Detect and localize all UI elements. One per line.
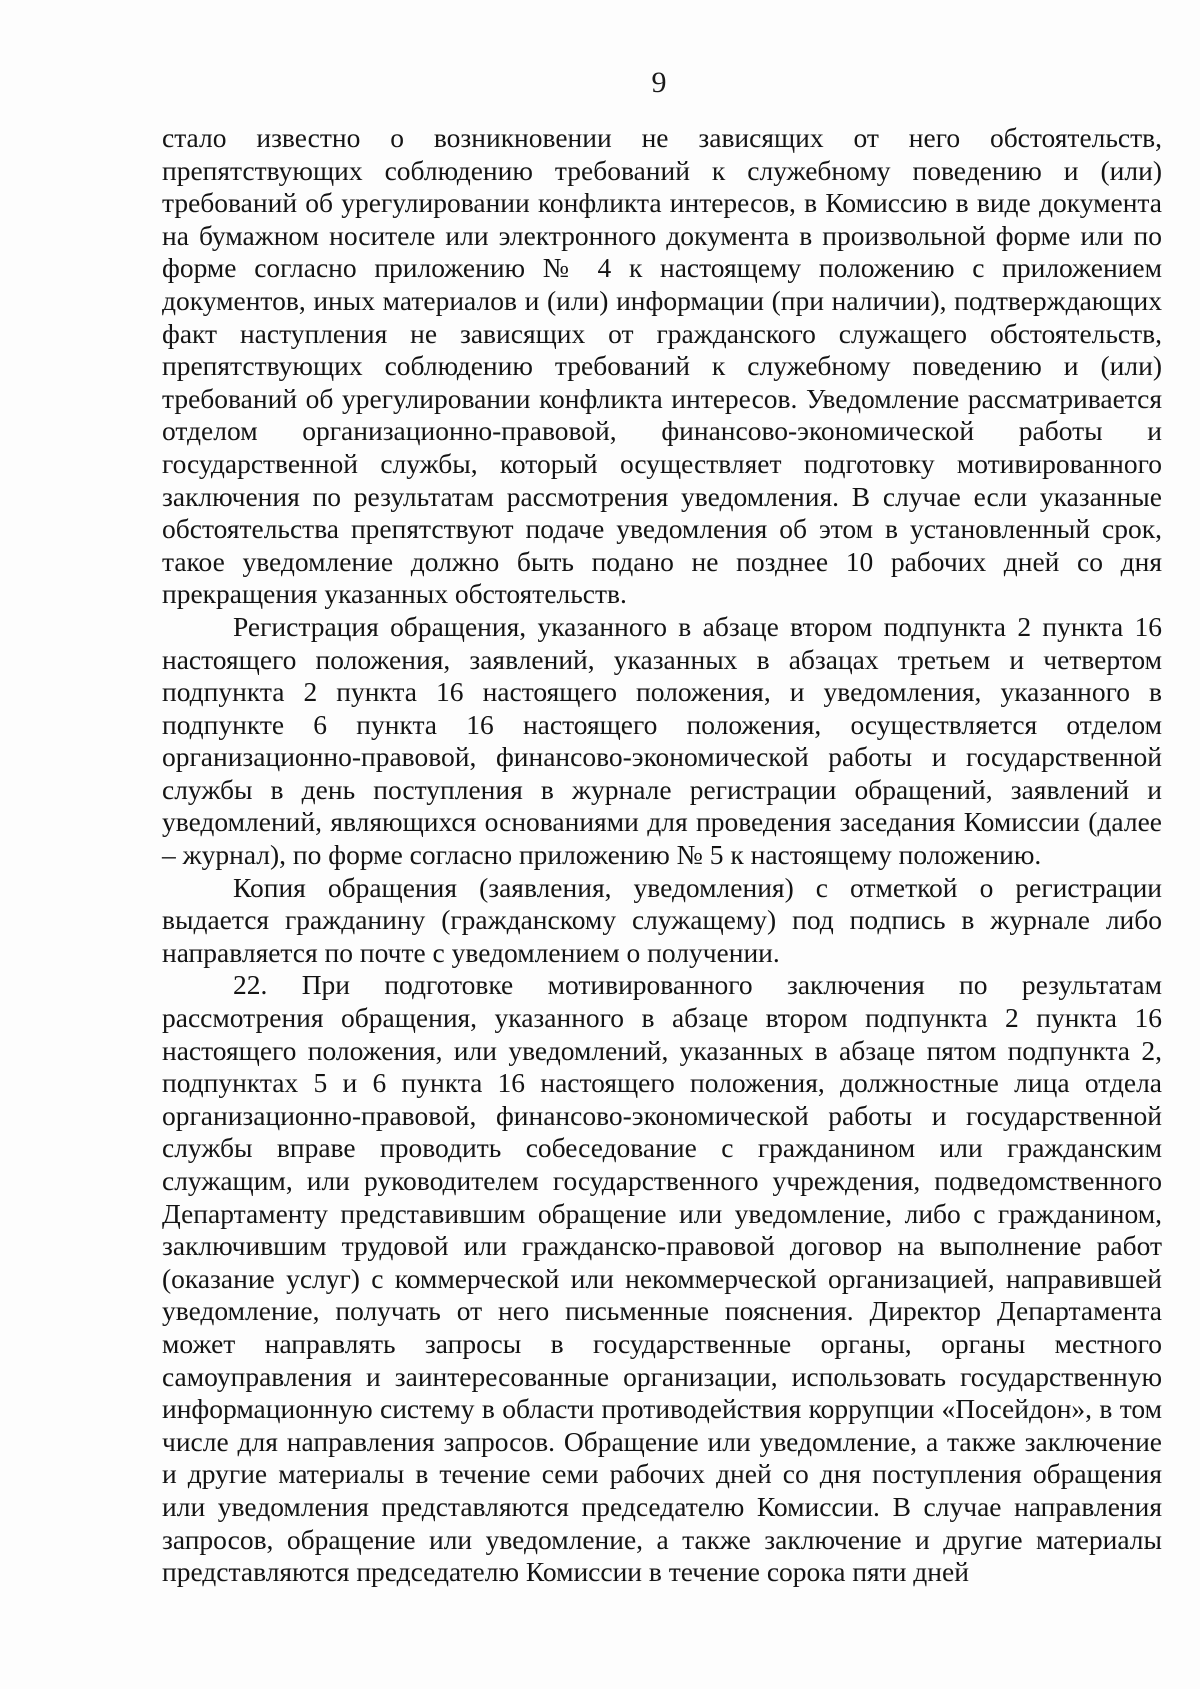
paragraph: стало известно о возникновении не зависящих от него обстоятельств, препятствующих соблюдению требований к служебному поведению и (или) требований об урегулировании конфликта интересов, в Комиссию в виде документа на бумажном носителе или электронного документа в произвольной форме или по форме согласно приложению № 4 к настоящему положению с приложением документов, иных материалов и (или) информации (при наличии), подтверждающих факт наступления не зависящих от гражданского служащего обстоятельств, препятствующих соблюдению требований к служебному поведению и (или) требований об урегулировании конфликта интересов. Уведомление рассматривается отделом организационно-правовой, финансово-экономической работы и государственной службы, который осуществляет подготовку мотивированного заключения по результатам рассмотрения уведомления. В случае если указанные обстоятельства препятствуют подаче уведомления об этом в установленный срок, такое уведомление должно быть подано не позднее 10 рабочих дней со дня прекращения указанных обстоятельств. <box>162 122 1162 610</box>
paragraph: Копия обращения (заявления, уведомления) с отметкой о регистрации выдается гражданину (гражданскому служащему) под подпись в журнале либо направляется по почте с уведомлением о получении. <box>162 871 1162 968</box>
document-body <box>162 122 1162 1589</box>
page-number: 9 <box>651 66 667 99</box>
paragraph: Регистрация обращения, указанного в абзаце втором подпункта 2 пункта 16 настоящего положения, заявлений, указанных в абзацах третьем и четвертом подпункта 2 пункта 16 настоящего положения, и уведомления, указанного в подпункте 6 пункта 16 настоящего положения, осуществляется отделом организационно-правовой, финансово-экономической работы и государственной службы в день поступления в журнале регистрации обращений, заявлений и уведомлений, являющихся основаниями для проведения заседания Комиссии (далее – журнал), по форме согласно приложению № 5 к настоящему положению. <box>162 610 1162 871</box>
paragraph: 22. При подготовке мотивированного заключения по результатам рассмотрения обращения, указанного в абзаце втором подпункта 2 пункта 16 настоящего положения, или уведомлений, указанных в абзаце пятом подпункта 2, подпунктах 5 и 6 пункта 16 настоящего положения, должностные лица отдела организационно-правовой, финансово-экономической работы и государственной службы вправе проводить собеседование с гражданином или гражданским служащим, или руководителем государственного учреждения, подведомственного Департаменту представившим обращение или уведомление, либо с гражданином, заключившим трудовой или гражданско-правовой договор на выполнение работ (оказание услуг) с коммерческой или некоммерческой организацией, направившей уведомление, получать от него письменные пояснения. Директор Департамента может направлять запросы в государственные органы, органы местного самоуправления и заинтересованные организации, использовать государственную информационную систему в области противодействия коррупции «Посейдон», в том числе для направления запросов. Обращение или уведомление, а также заключение и другие материалы в течение семи рабочих дней со дня поступления обращения или уведомления представляются председателю Комиссии. В случае направления запросов, обращение или уведомление, а также заключение и другие материалы представляются председателю Комиссии в течение сорока пяти дней <box>162 969 1162 1588</box>
